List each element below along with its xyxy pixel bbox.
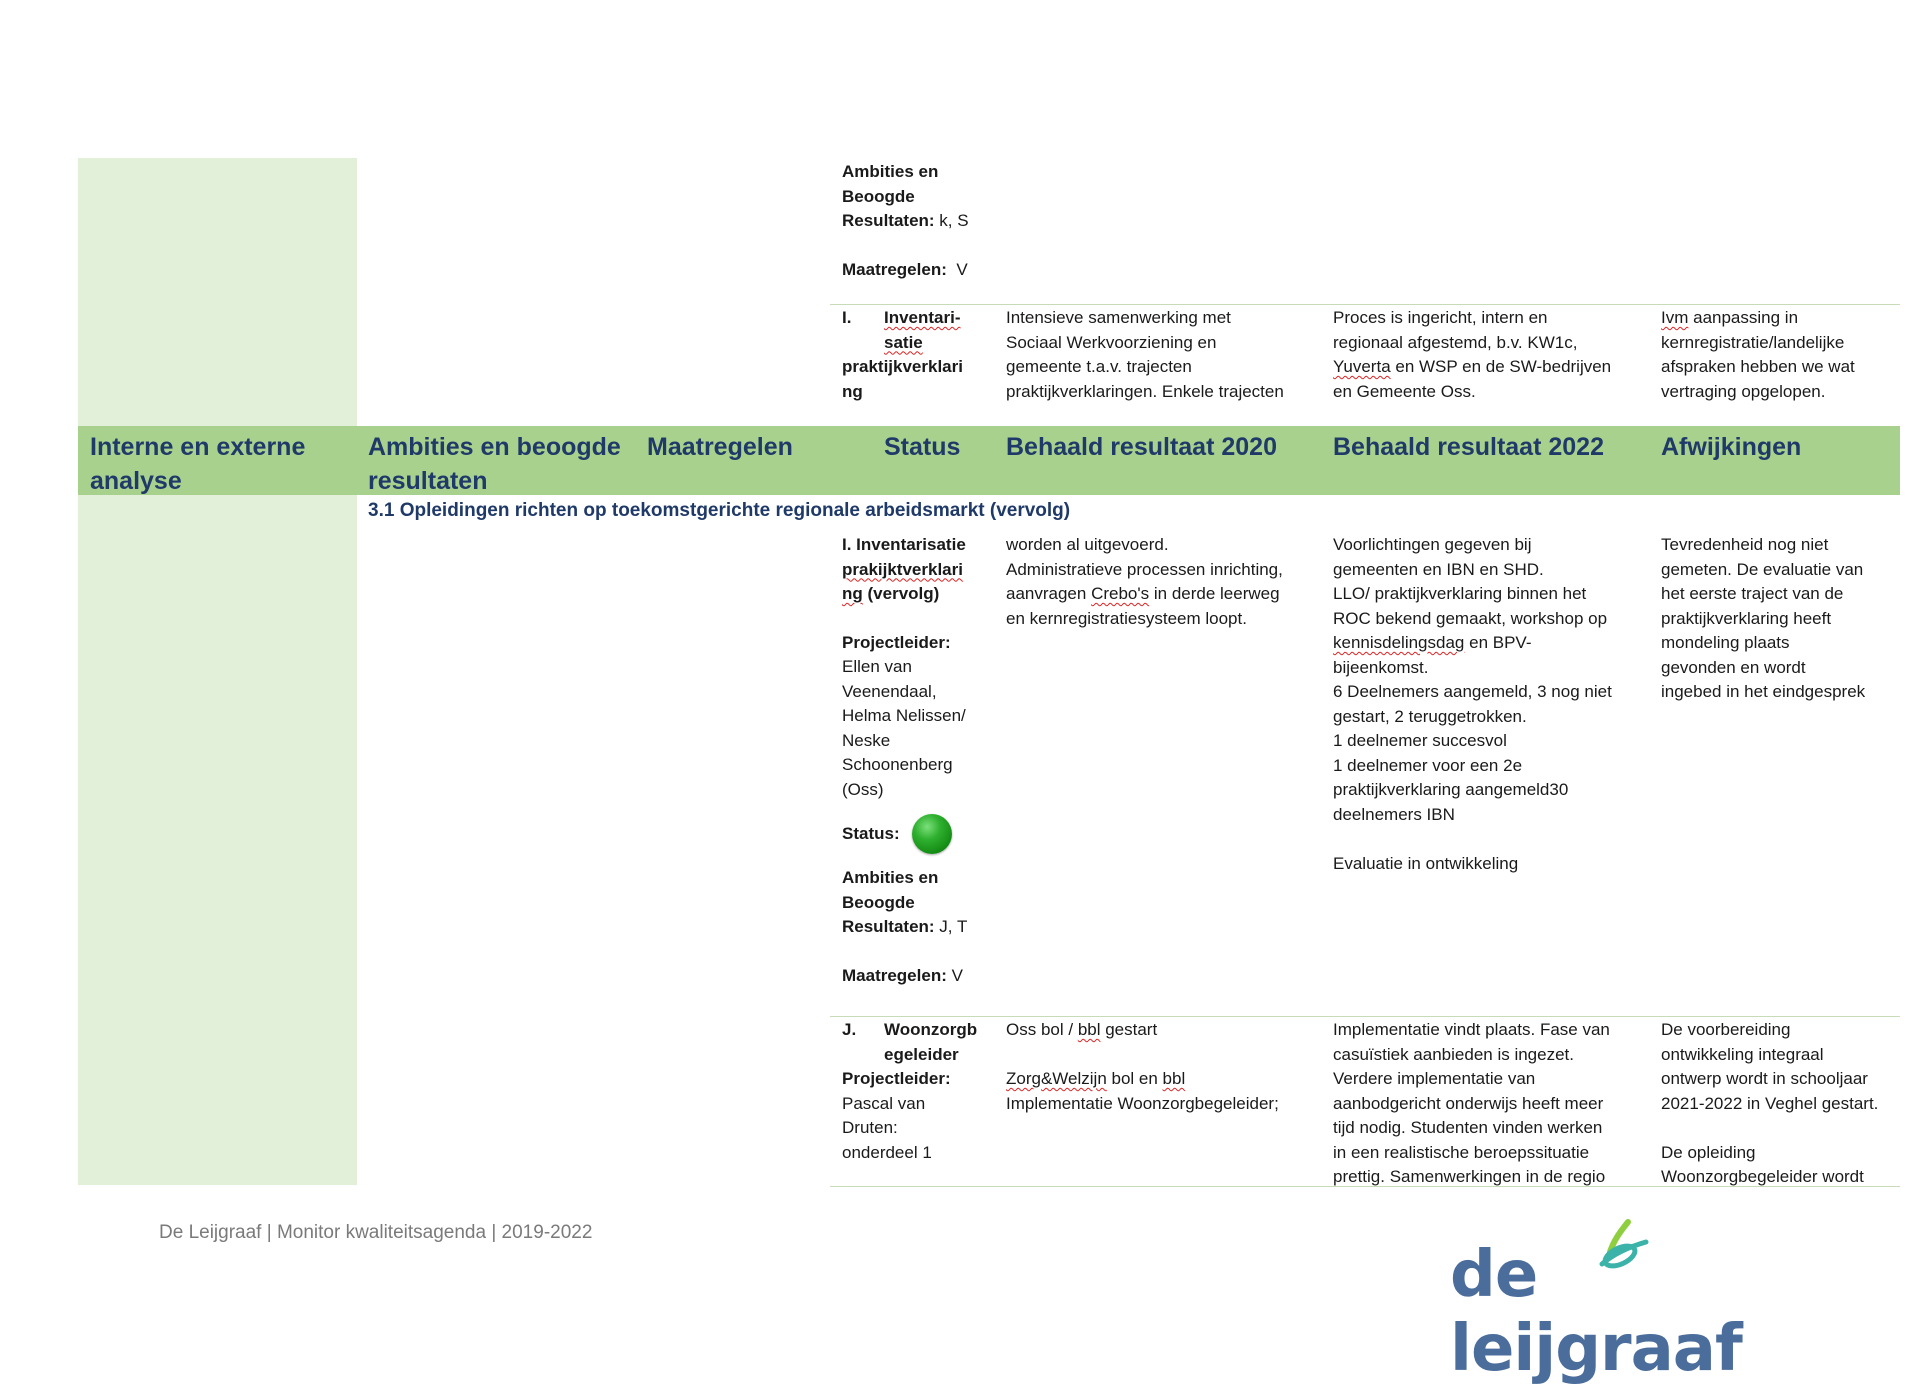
projectleider-label: Projectleider:: [842, 1069, 951, 1088]
header-col-ambities: Ambities en beoogde resultaten: [368, 433, 621, 495]
text-part: bol en: [1106, 1069, 1163, 1088]
result-2022-text: Implementatie vindt plaats. Fase van casuïstiek aanbieden is ingezet. Verdere implementatie van aanbodgericht onderwijs heeft meer tijd nodig. Studenten vinden werken in een realistische beroepssituatie prettig. Samenwerkingen in de regio: [1333, 1020, 1610, 1186]
text-part: bbl: [1162, 1069, 1186, 1088]
text-part: gestart: [1105, 1020, 1158, 1039]
text-part: Zorg&Welzijn: [1006, 1069, 1107, 1088]
header-col-analyse: Interne en externe analyse: [90, 433, 306, 495]
row-title-part: Inventari-: [884, 308, 961, 327]
text-part: kennisdelingsdag: [1333, 633, 1465, 652]
row-title-part: praktijkverklari ng: [842, 357, 963, 401]
text-part: en WSP en de SW-bedrijven en Gemeente Oss.: [1333, 357, 1612, 401]
row-divider: [830, 304, 1900, 305]
row-title-part: prakijktverklari: [842, 559, 963, 579]
row-title-part: satie: [884, 332, 923, 352]
row-i-title: [842, 306, 992, 404]
row-j-result-2020: [1006, 1018, 1331, 1116]
row-divider: [830, 1016, 1900, 1017]
row-j-status: [842, 1018, 992, 1165]
text-part: Yuverta: [1333, 357, 1391, 376]
text-part: in derde leerweg en kernregistratiesysteem loopt.: [1006, 584, 1280, 628]
text-part: Ivm: [1661, 308, 1689, 327]
analysis-column-top: [78, 158, 357, 426]
row-i-cont-status: [842, 533, 992, 988]
projectleider-label: Projectleider:: [842, 632, 951, 652]
text-part: worden al uitgevoerd. Administratieve processen inrichting, aanvragen: [1006, 535, 1283, 603]
afwijkingen-text: Tevredenheid nog niet gemeten. De evaluatie van het eerste traject van de praktijkverklaring heeft mondeling plaats gevonden en wordt ingebed in het eindgesprek: [1661, 535, 1866, 701]
row-i-cont-afwijkingen: [1661, 533, 1896, 705]
status-label: Status:: [842, 823, 900, 843]
afwijkingen-text: De voorbereiding ontwikkeling integraal ontwerp wordt in schooljaar 2021-2022 in Veghel gestart. De opleiding Woonzorgbegeleider wordt: [1661, 1020, 1879, 1186]
row-letter: J.: [842, 1020, 857, 1039]
text-part: Crebo's: [1091, 584, 1150, 603]
table-header: [78, 426, 1900, 495]
text-part: en BPV- bijeenkomst. 6 Deelnemers aangemeld, 3 nog niet gestart, 2 teruggetrokken. 1 deelnemer succesvol 1 deelnemer voor een 2e praktijkverklaring aangemeld30 deelnemers IBN Evaluatie in ontwikkeling: [1333, 633, 1612, 873]
row-i-result-2022: [1333, 306, 1653, 404]
row-i-result-2020: [1006, 306, 1326, 404]
row-divider: [830, 1186, 1900, 1187]
row-letter: I.: [842, 308, 852, 327]
logo-text: de leijgraaf: [1450, 1238, 1742, 1386]
header-col-afwijkingen: Afwijkingen: [1661, 433, 1802, 461]
maatregelen-label: Maatregelen:: [842, 259, 947, 279]
text-part: Implementatie Woonzorgbegeleider;: [1006, 1093, 1279, 1113]
text-part: Oss bol /: [1006, 1020, 1078, 1039]
row-i-cont-result-2022: [1333, 533, 1653, 876]
row-title-part: (vervolg): [862, 584, 940, 603]
text-part: Proces is ingericht, intern en regionaal afgestemd, b.v. KW1c,: [1333, 308, 1578, 352]
ambities-label: Ambities en Beoogde Resultaten:: [842, 868, 939, 936]
header-col-status: Status: [884, 433, 961, 461]
footer-text: De Leijgraaf | Monitor kwaliteitsagenda | 2019-2022: [159, 1222, 593, 1243]
projectleider-value: Ellen van Veenendaal, Helma Nelissen/ Neske Schoonenberg (Oss): [842, 657, 966, 799]
row-i-afwijkingen: [1661, 306, 1896, 404]
text-part: Voorlichtingen gegeven bij gemeenten en IBN en SHD. LLO/ praktijkverklaring binnen het ROC bekend gemaakt, workshop op: [1333, 535, 1608, 628]
row-title-part: ng: [842, 584, 863, 603]
result-2020-text: Intensieve samenwerking met Sociaal Werkvoorziening en gemeente t.a.v. trajecten praktijkverklaringen. Enkele trajecten: [1006, 308, 1284, 401]
status-indicator-icon: [912, 814, 952, 854]
top-status-block: [842, 160, 992, 282]
row-title: Woonzorgb egeleider: [884, 1020, 978, 1064]
row-j-result-2022: [1333, 1018, 1653, 1190]
analysis-column-bottom: [78, 495, 357, 1185]
maatregelen-value: V: [946, 259, 968, 279]
header-col-2020: Behaald resultaat 2020: [1006, 433, 1277, 461]
maatregelen-value: V: [946, 965, 963, 985]
section-title: 3.1 Opleidingen richten op toekomstgerichte regionale arbeidsmarkt (vervolg): [368, 500, 1071, 521]
header-col-maatregelen: Maatregelen: [647, 433, 793, 461]
leijgraaf-logo: [1450, 1220, 1780, 1386]
text-part: aanpassing in kernregistratie/landelijke afspraken hebben we wat vertraging opgelopen.: [1661, 308, 1855, 401]
projectleider-value: Pascal van Druten: onderdeel 1: [842, 1093, 932, 1162]
ambities-value: k, S: [934, 211, 969, 230]
header-col-2022: Behaald resultaat 2022: [1333, 433, 1604, 461]
ambities-value: J, T: [934, 917, 968, 936]
text-part: bbl: [1077, 1020, 1101, 1039]
row-i-cont-result-2020: [1006, 533, 1331, 631]
row-j-afwijkingen: [1661, 1018, 1896, 1190]
ambities-label: Ambities en Beoogde Resultaten:: [842, 162, 939, 230]
maatregelen-label: Maatregelen:: [842, 965, 947, 985]
row-title-part: I. Inventarisatie: [842, 535, 966, 554]
